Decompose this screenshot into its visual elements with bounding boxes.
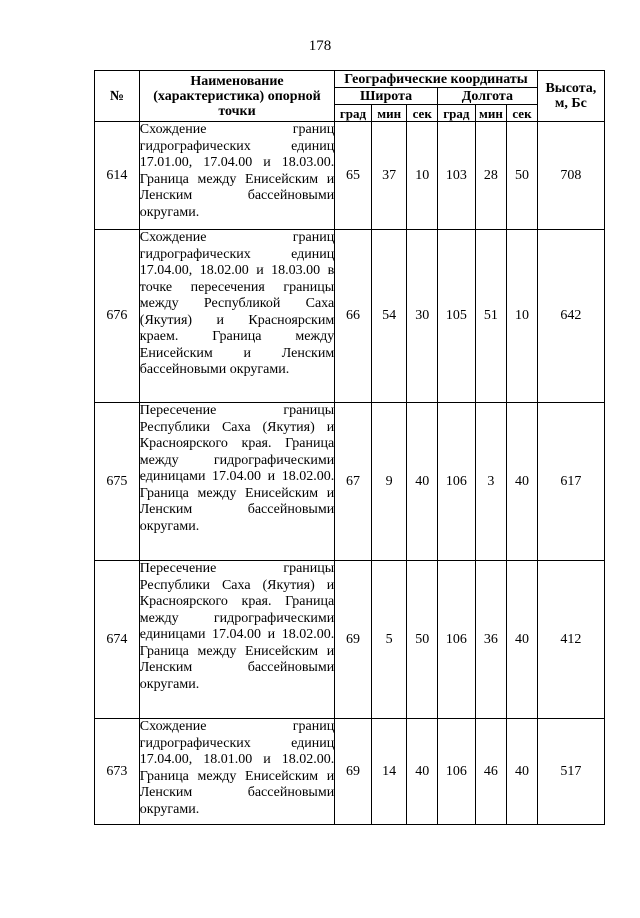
height-value: 617 [537,403,604,561]
header-num: № [95,71,140,122]
header-coords: Географические координаты [335,71,538,88]
header-lon-min: мин [475,105,507,122]
point-number: 676 [95,230,140,403]
lon-deg: 106 [438,561,476,719]
header-lat: Широта [335,88,438,105]
point-number: 673 [95,719,140,825]
lon-sec: 40 [507,403,538,561]
lon-min: 28 [475,122,507,230]
header-height: Высота, м, Бс [537,71,604,122]
lat-deg: 69 [335,719,372,825]
point-description: Схождение границ гидрографических единиц 17.04.00, 18.01.00 и 18.02.00. Граница между Енисейским и Ленским бассейновыми округами. [139,719,334,825]
lat-sec: 40 [407,719,438,825]
height-value: 517 [537,719,604,825]
lon-min: 36 [475,561,507,719]
header-name: Наименование (характеристика) опорной точки [139,71,334,122]
point-description: Схождение границ гидрографических единиц 17.01.00, 17.04.00 и 18.03.00. Граница между Енисейским и Ленским бассейновыми округами. [139,122,334,230]
table-row [95,719,605,825]
header-lon: Долгота [438,88,538,105]
header-lat-sec: сек [407,105,438,122]
lon-min: 51 [475,230,507,403]
lat-sec: 10 [407,122,438,230]
lon-sec: 40 [507,561,538,719]
header-lat-deg: град [335,105,372,122]
header-lat-min: мин [371,105,407,122]
point-description: Схождение границ гидрографических единиц 17.04.00, 18.02.00 и 18.03.00 в точке пересечения границы между Республикой Саха (Якутия) и Красноярским краем. Граница между Енисейским и Ленским бассейновыми округами. [139,230,334,403]
height-value: 412 [537,561,604,719]
header-lon-sec: сек [507,105,538,122]
lat-sec: 50 [407,561,438,719]
lon-deg: 105 [438,230,476,403]
lon-deg: 103 [438,122,476,230]
reference-points-table [94,70,605,825]
table-row [95,403,605,561]
lon-sec: 10 [507,230,538,403]
lon-deg: 106 [438,719,476,825]
lon-sec: 40 [507,719,538,825]
lon-deg: 106 [438,403,476,561]
lat-min: 14 [371,719,407,825]
table-row [95,230,605,403]
lat-min: 9 [371,403,407,561]
lon-sec: 50 [507,122,538,230]
page-number: 178 [308,38,332,54]
lon-min: 46 [475,719,507,825]
lat-sec: 30 [407,230,438,403]
lat-min: 54 [371,230,407,403]
lat-min: 37 [371,122,407,230]
point-description: Пересечение границы Республики Саха (Якутия) и Красноярского края. Граница между гидрографическими единицами 17.04.00 и 18.02.00. Граница между Енисейским и Ленским бассейновыми округами. [139,561,334,719]
table-row [95,122,605,230]
lat-deg: 65 [335,122,372,230]
height-value: 708 [537,122,604,230]
lat-deg: 67 [335,403,372,561]
lon-min: 3 [475,403,507,561]
point-number: 675 [95,403,140,561]
lat-deg: 66 [335,230,372,403]
header-lon-deg: град [438,105,476,122]
lat-sec: 40 [407,403,438,561]
height-value: 642 [537,230,604,403]
lat-deg: 69 [335,561,372,719]
point-description: Пересечение границы Республики Саха (Якутия) и Красноярского края. Граница между гидрографическими единицами 17.04.00 и 18.02.00. Граница между Енисейским и Ленским бассейновыми округами. [139,403,334,561]
table-row [95,561,605,719]
lat-min: 5 [371,561,407,719]
point-number: 674 [95,561,140,719]
point-number: 614 [95,122,140,230]
